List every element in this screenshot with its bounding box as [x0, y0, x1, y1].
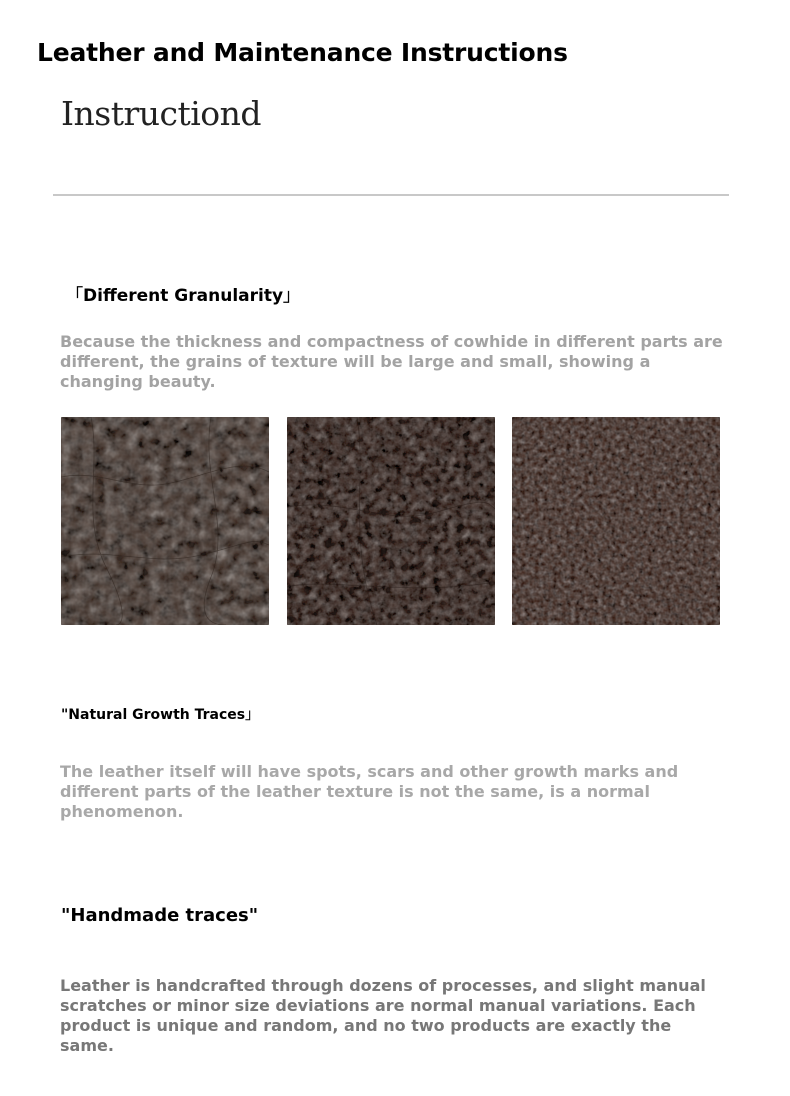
section-heading-handmade-traces: "Handmade traces" [61, 905, 259, 926]
leather-sample-image-3 [512, 417, 720, 625]
section-text-growth-traces: The leather itself will have spots, scars and other growth marks and different parts of the leather texture is not the same, is a normal phenomenon. [60, 762, 679, 821]
page-title: Leather and Maintenance Instructions [37, 38, 568, 67]
divider [53, 194, 729, 196]
section-heading-granularity: 「Different Granularity」 [66, 286, 301, 306]
page-subtitle: Instructiond [61, 94, 262, 133]
leather-sample-image-2 [287, 417, 495, 625]
section-heading-growth-traces: "Natural Growth Traces」 [61, 707, 260, 723]
leather-sample-image-1 [61, 417, 269, 625]
section-text-handmade-traces: Leather is handcrafted through dozens of processes, and slight manual scratches or minor size deviations are normal manual variations. Each product is unique and random, and no two products are exactly the same. [60, 976, 706, 1055]
section-text-granularity: Because the thickness and compactness of cowhide in different parts are different, the grains of texture will be large and small, showing a changing beauty. [60, 332, 723, 391]
